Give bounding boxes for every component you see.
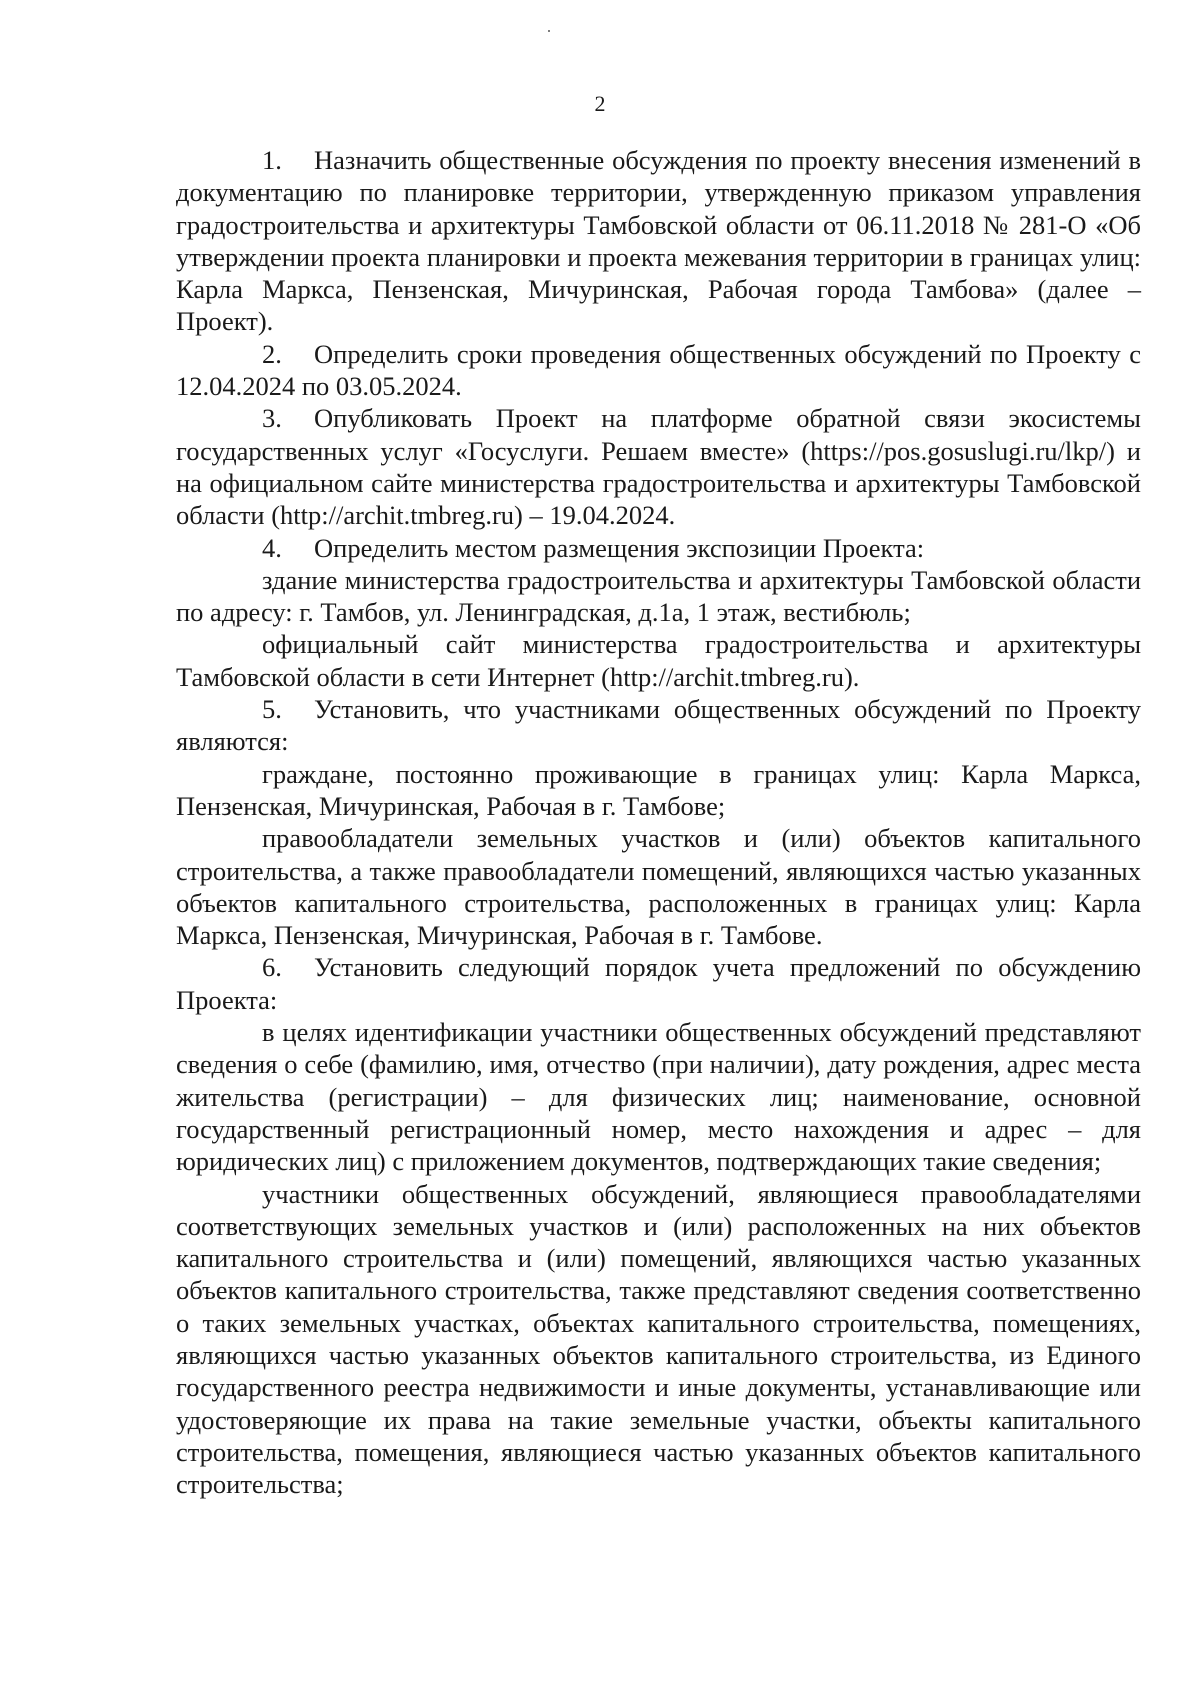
paragraph-text: граждане, постоянно проживающие в границах улиц: Карла Маркса, Пензенская, Мичуринская, Рабочая в г. Тамбове;	[176, 758, 1141, 821]
paragraph	[176, 1178, 1141, 1501]
paragraph	[176, 144, 1141, 338]
paragraph	[176, 564, 1141, 629]
paragraph-number: 4.	[262, 532, 282, 563]
paragraph-text: Опубликовать Проект на платформе обратной связи экосистемы государственных услуг «Госуслуги. Решаем вместе» (https://pos.gosuslugi.ru/lkp/) и на официальном сайте министерства градостроительства и архитектуры Тамбовской области (http://archit.tmbreg.ru) – 19.04.2024.	[176, 403, 1141, 531]
document-body	[176, 144, 1141, 1500]
paragraph-number: 2.	[262, 338, 282, 369]
paragraph-text: Назначить общественные обсуждения по проекту внесения изменений в документацию по планировке территории, утвержденную приказом управления градостроительства и архитектуры Тамбовской области от 06.11.2018 № 281-О «Об утверждении проекта планировки и проекта межевания территории в границах улиц: Карла Маркса, Пензенская, Мичуринская, Рабочая города Тамбова» (далее – Проект).	[176, 145, 1141, 337]
scan-speck	[548, 30, 550, 32]
paragraph-text: Определить местом размещения экспозиции Проекта:	[314, 532, 925, 563]
paragraph	[176, 402, 1141, 531]
paragraph-text: участники общественных обсуждений, являющиеся правообладателями соответствующих земельных участков и (или) расположенных на них объектов капитального строительства и (или) помещений, являющихся частью указанных объектов капитального строительства, также представляют сведения соответственно о таких земельных участках, объектах капитального строительства, помещениях, являющихся частью указанных объектов капитального строительства, из Единого государственного реестра недвижимости и иные документы, устанавливающие или удостоверяющие их права на такие земельные участки, объекты капитального строительства, помещения, являющиеся частью указанных объектов капитального строительства;	[176, 1178, 1141, 1500]
paragraph-text: правообладатели земельных участков и (или) объектов капитального строительства, а также правообладатели помещений, являющихся частью указанных объектов капитального строительства, расположенных в границах улиц: Карла Маркса, Пензенская, Мичуринская, Рабочая в г. Тамбове.	[176, 823, 1141, 951]
paragraph	[176, 951, 1141, 1016]
paragraph-text: Установить, что участниками общественных обсуждений по Проекту являются:	[176, 694, 1141, 757]
paragraph	[176, 758, 1141, 823]
paragraph	[176, 1016, 1141, 1177]
paragraph-text: Установить следующий порядок учета предложений по обсуждению Проекта:	[176, 952, 1141, 1015]
paragraph-text: Определить сроки проведения общественных обсуждений по Проекту с 12.04.2024 по 03.05.2024.	[176, 338, 1141, 402]
paragraph-number: 3.	[262, 403, 282, 434]
paragraph-number: 6.	[262, 952, 282, 983]
paragraph-number: 5.	[262, 694, 282, 725]
paragraph	[176, 693, 1141, 758]
paragraph-text: официальный сайт министерства градостроительства и архитектуры Тамбовской области в сети Интернет (http://archit.tmbreg.ru).	[176, 629, 1141, 692]
paragraph-text: здание министерства градостроительства и архитектуры Тамбовской области по адресу: г. Тамбов, ул. Ленинградская, д.1а, 1 этаж, вестибюль;	[176, 564, 1141, 628]
paragraph	[176, 822, 1141, 951]
paragraph-text: в целях идентификации участники общественных обсуждений представляют сведения о себе (фамилию, имя, отчество (при наличии), дату рождения, адрес места жительства (регистрации) – для физических лиц; наименование, основной государственный регистрационный номер, место нахождения и адрес – для юридических лиц) с приложением документов, подтверждающих такие сведения;	[176, 1017, 1141, 1177]
page-number: 2	[594, 91, 606, 116]
paragraph	[176, 338, 1141, 403]
paragraph	[176, 532, 1141, 564]
paragraph	[176, 628, 1141, 693]
paragraph-number: 1.	[262, 145, 282, 175]
